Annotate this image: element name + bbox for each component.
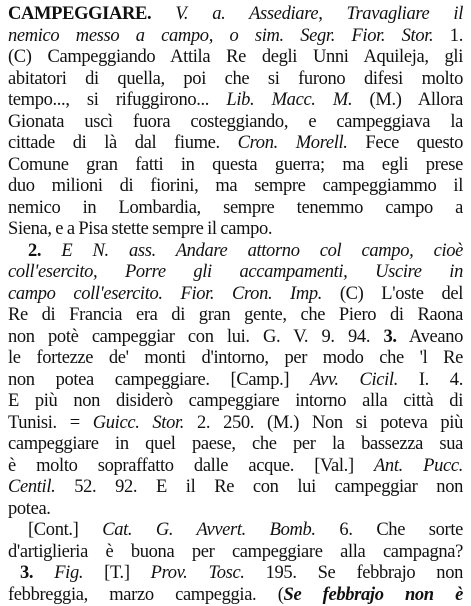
text-segment: 6. Che sorte [316,520,463,540]
text-line [8,112,463,134]
text-segment: Centil. [8,477,55,497]
text-line [8,133,463,155]
text-segment: 3. [20,563,54,583]
text-segment: Avv. Cicil. [310,370,398,390]
text-line [8,155,463,177]
text-line [8,219,463,241]
text-line [8,477,463,499]
text-segment: Se febbrajo non è [284,585,463,605]
text-line [8,456,463,478]
text-segment: Guicc. Stor. [93,413,184,433]
text-segment: coll'esercito, Porre gli accampamenti, Uscire in [8,262,463,282]
text-segment: Ant. Pucc. [374,456,463,476]
text-line [8,434,463,456]
text-line [8,26,463,48]
text-line [8,241,463,263]
text-segment: V. a. Assediare, Travagliare il [175,4,463,24]
text-line [8,4,463,26]
text-segment: Siena, e a Pisa stette sempre il campo. [8,219,272,239]
headword: CAMPEGGIARE. [8,4,151,24]
text-line [8,499,463,521]
text-segment: 1. [433,26,463,46]
text-line [8,90,463,112]
text-segment: Aveano [397,327,463,347]
text-segment: nemico in Lombardia, sempre tenemmo campo a [8,198,463,218]
text-segment [151,4,175,24]
text-segment: [Cont.] [28,520,102,540]
text-segment: tempo..., si rifuggirono... [8,90,226,110]
text-segment: Prov. Tosc. [151,563,245,583]
text-segment: (C) L'oste del [322,284,463,304]
text-segment: [T.] [83,563,151,583]
text-line [8,47,463,69]
text-segment: (C) Campeggiando Attila Re degli Unni Aquileja, gli [8,47,463,67]
text-segment: 52. 92. E il Re con lui campeggiar non [55,477,463,497]
text-segment: le fortezze de' monti d'intorno, per modo che 'l Re [8,348,463,368]
text-segment: duo milioni di fiorini, ma sempre campeggiammo il [8,176,463,196]
text-segment: Cron. Morell. [238,133,348,153]
text-line [8,69,463,91]
text-segment: non potè campeggiar con lui. G. V. 9. 94. [8,327,383,347]
text-segment: Fig. [54,563,83,583]
text-segment: E più non disiderò campeggiare intorno alla città di [8,391,463,411]
text-segment: Lib. Macc. M. [226,90,352,110]
text-line [8,284,463,306]
text-segment: campo coll'esercito. Fior. Cron. Imp. [8,284,322,304]
text-line [8,305,463,327]
text-segment: Tunisi. = [8,413,93,433]
text-segment: Cat. G. Avvert. Bomb. [102,520,316,540]
text-line [8,262,463,284]
text-segment: Comune gran fatti in questa guerra; ma egli prese [8,155,463,175]
text-line [8,585,463,606]
text-segment: campeggiare in quel paese, che per la bassezza sua [8,434,463,454]
text-line [8,520,463,542]
text-line [8,391,463,413]
text-segment: (M.) Allora [352,90,463,110]
text-line [8,176,463,198]
text-segment: potea. [8,499,51,519]
text-segment: E N. ass. Andare attorno col campo, cioè [61,241,463,261]
text-line [8,542,463,564]
text-line [8,348,463,370]
text-line [8,563,463,585]
text-segment: 2. 250. (M.) Non si poteva più [184,413,463,433]
text-segment: non potea campeggiare. [Camp.] [8,370,310,390]
text-segment: cittade di là dal fiume. [8,133,238,153]
text-line [8,370,463,392]
text-segment: 195. Se febbrajo non [245,563,463,583]
text-line [8,327,463,349]
text-segment: 3. [383,327,396,347]
text-segment: I. 4. [398,370,463,390]
text-line [8,198,463,220]
text-segment: è molto sopraffatto dalle acque. [Val.] [8,456,374,476]
text-segment: abitatori di quella, poi che si furono difesi molto [8,69,463,89]
text-segment: d'artiglieria è buona per campeggiare alla campagna? [8,542,463,562]
text-segment: Fece questo [348,133,463,153]
text-segment: Gionata uscì fuora costeggiando, e campeggiava la [8,112,463,132]
text-line [8,413,463,435]
text-segment: febbreggia, marzo campeggia. ( [8,585,284,605]
text-segment: 2. [28,241,61,261]
text-segment: Re di Francia era di gran gente, che Piero di Raona [8,305,463,325]
text-segment: nemico messo a campo, o sim. Segr. Fior. Stor. [8,26,433,46]
